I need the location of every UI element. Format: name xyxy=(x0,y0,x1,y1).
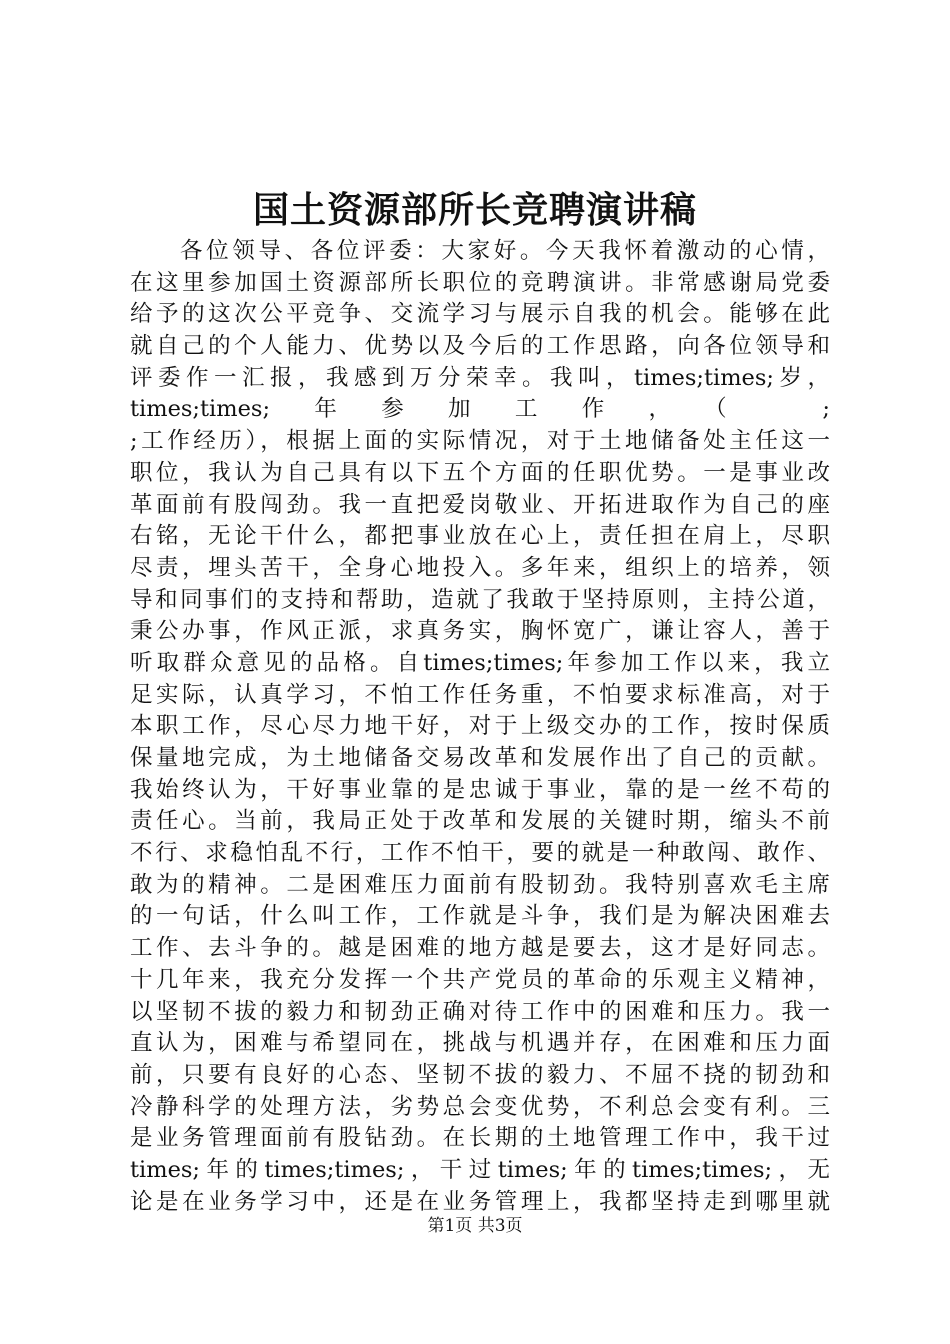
body-line: 在这里参加国土资源部所长职位的竞聘演讲。非常感谢局党委 xyxy=(130,269,830,296)
body-line: 评委作一汇报，我感到万分荣幸。我叫，times;times;岁， xyxy=(130,364,830,391)
document-title: 国土资源部所长竞聘演讲稿 xyxy=(252,189,697,231)
body-line: times;年的times;times;，干过times;年的times;times;，无 xyxy=(130,1156,830,1183)
body-line: 保量地完成，为土地储备交易改革和发展作出了自己的贡献。 xyxy=(130,745,830,771)
page-footer: 第1页 共3页 xyxy=(427,1216,523,1236)
body-line: 工作、去斗争的。越是困难的地方越是要去，这才是好同志。 xyxy=(130,935,830,962)
body-line: 我始终认为，干好事业靠的是忠诚于事业，靠的是一丝不苟的 xyxy=(130,776,830,803)
body-line: 足实际，认真学习，不怕工作任务重，不怕要求标准高，对于 xyxy=(130,681,830,708)
body-line: 敢为的精神。二是困难压力面前有股韧劲。我特别喜欢毛主席 xyxy=(130,871,830,898)
body-line: 的一句话，什么叫工作，工作就是斗争，我们是为解决困难去 xyxy=(130,903,830,930)
body-line: 论是在业务学习中，还是在业务管理上，我都坚持走到哪里就 xyxy=(130,1188,830,1215)
body-line: 责任心。当前，我局正处于改革和发展的关键时期，缩头不前 xyxy=(130,808,830,835)
body-line: times;times;年参加工作，（ ; xyxy=(130,396,830,423)
body-line: 冷静科学的处理方法，劣势总会变优势，不利总会变有利。三 xyxy=(130,1093,830,1120)
body-line: 是业务管理面前有股钻劲。在长期的土地管理工作中，我干过 xyxy=(130,1125,830,1152)
document-body xyxy=(130,236,830,1218)
body-line: 以坚韧不拔的毅力和韧劲正确对待工作中的困难和压力。我一 xyxy=(130,998,830,1025)
body-line: 秉公办事，作风正派，求真务实，胸怀宽广，谦让容人，善于 xyxy=(130,618,830,645)
body-line: 本职工作，尽心尽力地干好，对于上级交办的工作，按时保质 xyxy=(130,713,830,740)
body-line: 十几年来，我充分发挥一个共产党员的革命的乐观主义精神， xyxy=(130,966,830,993)
body-line: ;工作经历），根据上面的实际情况，对于土地储备处主任这一 xyxy=(130,428,830,455)
body-line: 不行、求稳怕乱不行，工作不怕干，要的就是一种敢闯、敢作、 xyxy=(130,840,830,867)
body-line: 给予的这次公平竞争、交流学习与展示自我的机会。能够在此 xyxy=(130,301,830,328)
body-line: 各位领导、各位评委：大家好。今天我怀着激动的心情， xyxy=(180,238,830,264)
body-line: 导和同事们的支持和帮助，造就了我敢于坚持原则，主持公道， xyxy=(130,586,830,613)
body-line: 直认为，困难与希望同在，挑战与机遇并存，在困难和压力面 xyxy=(130,1030,830,1057)
body-line: 右铭，无论干什么，都把事业放在心上，责任担在肩上，尽职 xyxy=(130,523,830,550)
body-line: 就自己的个人能力、优势以及今后的工作思路，向各位领导和 xyxy=(130,333,830,360)
body-line: 革面前有股闯劲。我一直把爱岗敬业、开拓进取作为自己的座 xyxy=(130,491,830,518)
body-line: 职位，我认为自己具有以下五个方面的任职优势。一是事业改 xyxy=(130,459,830,486)
body-line: 尽责，埋头苦干，全身心地投入。多年来，组织上的培养，领 xyxy=(130,554,830,581)
body-line: 听取群众意见的品格。自times;times;年参加工作以来，我立 xyxy=(130,649,830,676)
body-line: 前，只要有良好的心态、坚韧不拔的毅力、不屈不挠的韧劲和 xyxy=(130,1061,830,1088)
